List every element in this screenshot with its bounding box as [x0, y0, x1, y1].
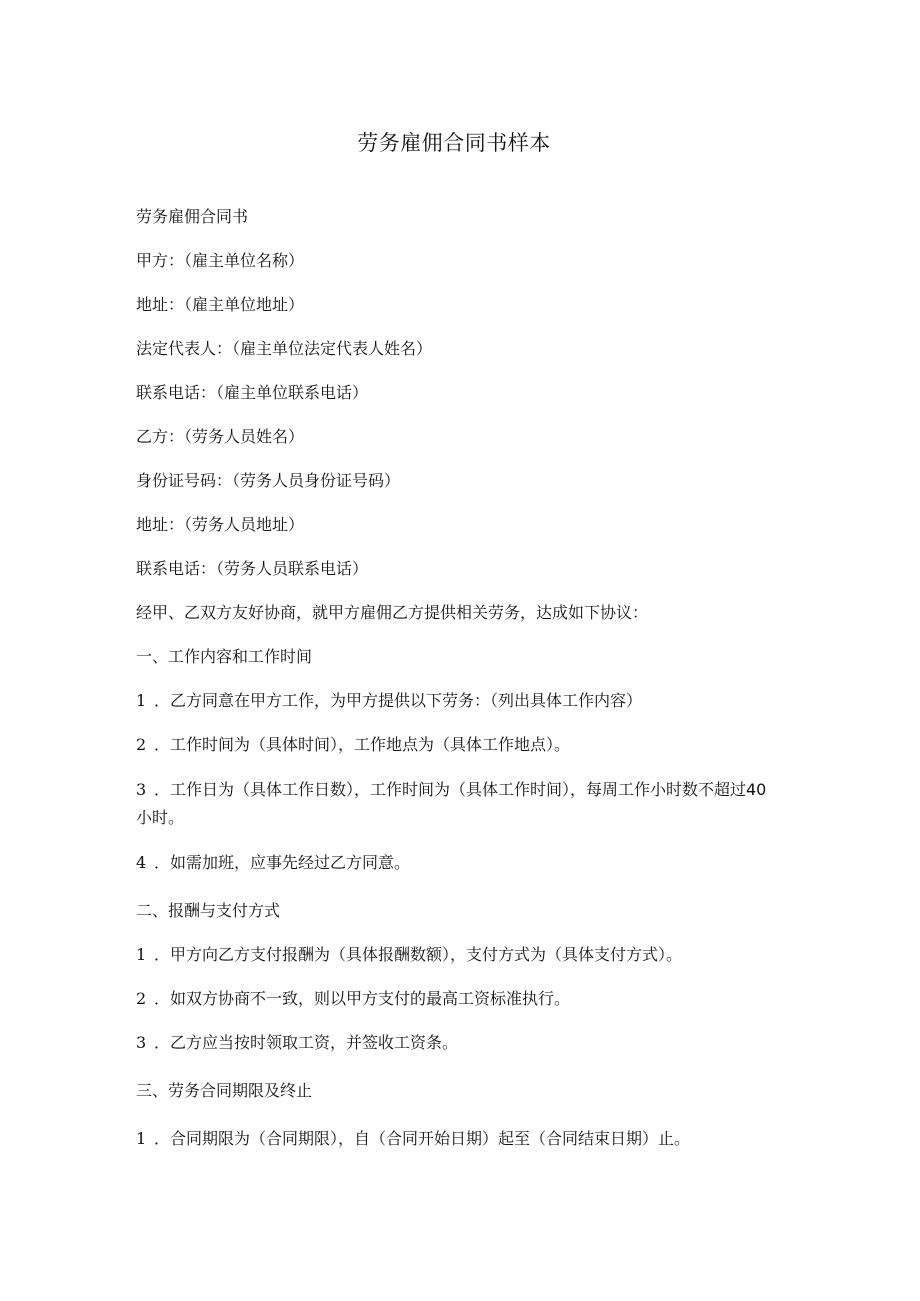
clause-number: 3 [136, 780, 147, 799]
clause-number: 2 [136, 735, 147, 754]
clause-number: 2 [136, 989, 147, 1008]
clause-item: 2 ．工作时间为（具体时间），工作地点为（具体工作地点）。 [136, 732, 776, 758]
party-b-phone: 联系电话：（劳务人员联系电话） [136, 559, 369, 578]
document-title: 劳务雇佣合同书样本 [357, 131, 551, 155]
clause-item: 3 ．工作日为（具体工作日数），工作时间为（具体工作时间），每周工作小时数不超过40小时。 [136, 776, 776, 832]
clause-number: 1 [136, 691, 147, 710]
clause-number: 3 [136, 1033, 147, 1052]
document-body [136, 204, 776, 1152]
section-heading: 三、劳务合同期限及终止 [136, 1081, 313, 1100]
clause-number: 1 [136, 1129, 147, 1148]
clause-item: 4 ．如需加班，应事先经过乙方同意。 [136, 850, 776, 876]
clause-item: 3 ．乙方应当按时领取工资，并签收工资条。 [136, 1030, 776, 1056]
clause-item: 2 ．如双方协商不一致，则以甲方支付的最高工资标准执行。 [136, 986, 776, 1012]
party-b-name: 乙方：（劳务人员姓名） [136, 427, 305, 446]
clause-number: 1 [136, 945, 147, 964]
party-a-representative: 法定代表人：（雇主单位法定代表人姓名） [136, 339, 433, 358]
clause-number: 4 [136, 853, 147, 872]
contract-heading: 劳务雇佣合同书 [136, 207, 249, 226]
section-heading: 一、工作内容和工作时间 [136, 647, 313, 666]
agreement-intro: 经甲、乙双方友好协商，就甲方雇佣乙方提供相关劳务，达成如下协议： [136, 603, 649, 622]
clause-item: 1 ．甲方向乙方支付报酬为（具体报酬数额），支付方式为（具体支付方式）。 [136, 942, 776, 968]
party-a-address: 地址：（雇主单位地址） [136, 295, 305, 314]
party-b-id-number: 身份证号码：（劳务人员身份证号码） [136, 471, 401, 490]
clause-item: 1 ．合同期限为（合同期限），自（合同开始日期）起至（合同结束日期）止。 [136, 1126, 776, 1152]
section-heading: 二、报酬与支付方式 [136, 901, 281, 920]
party-a-phone: 联系电话：（雇主单位联系电话） [136, 383, 369, 402]
clause-item: 1 ．乙方同意在甲方工作，为甲方提供以下劳务：（列出具体工作内容） [136, 688, 776, 714]
party-a-name: 甲方：（雇主单位名称） [136, 251, 305, 270]
party-b-address: 地址：（劳务人员地址） [136, 515, 305, 534]
